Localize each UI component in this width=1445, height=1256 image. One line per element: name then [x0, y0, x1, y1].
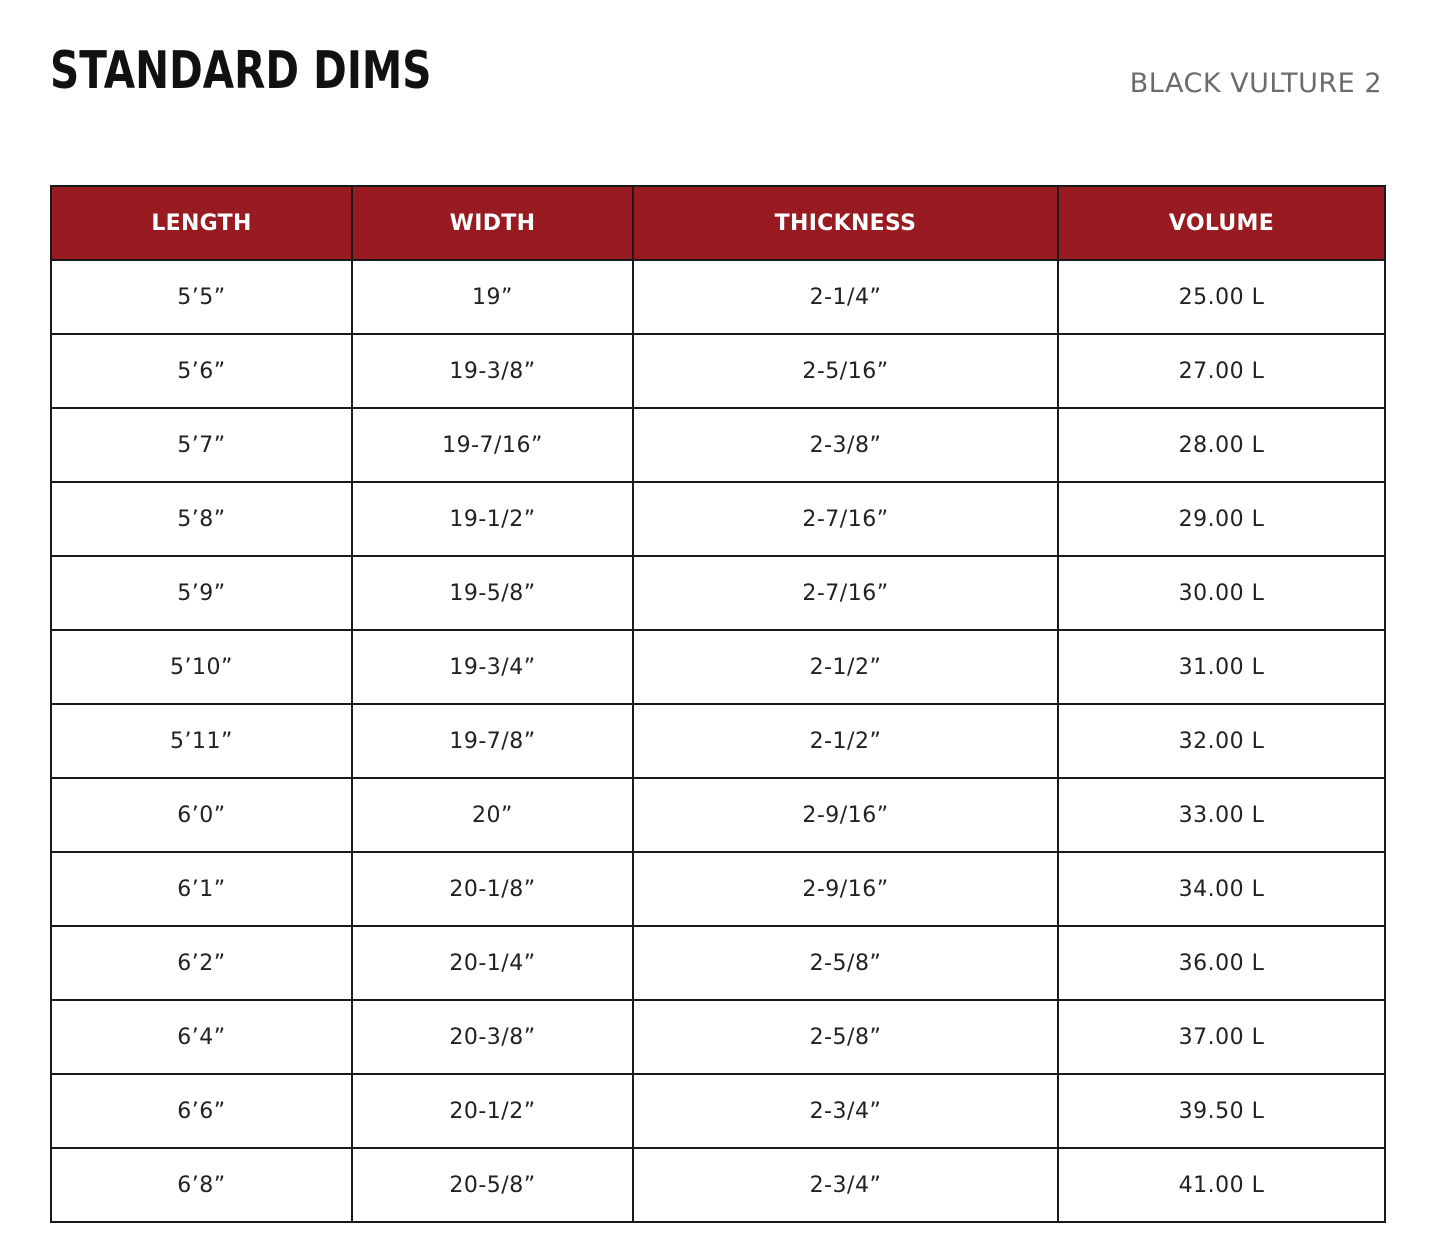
table-body [51, 260, 1385, 1222]
cell-thickness: 2-3/8” [633, 408, 1058, 482]
table-row [51, 334, 1385, 408]
cell-volume: 36.00 L [1058, 926, 1385, 1000]
cell-volume: 25.00 L [1058, 260, 1385, 334]
column-header-width: WIDTH [352, 186, 633, 260]
table-row [51, 260, 1385, 334]
cell-length: 6’2” [51, 926, 352, 1000]
cell-thickness: 2-5/8” [633, 1000, 1058, 1074]
cell-thickness: 2-9/16” [633, 852, 1058, 926]
cell-length: 5’8” [51, 482, 352, 556]
cell-length: 6’6” [51, 1074, 352, 1148]
table-row [51, 1074, 1385, 1148]
column-header-volume: VOLUME [1058, 186, 1385, 260]
cell-thickness: 2-1/4” [633, 260, 1058, 334]
cell-thickness: 2-5/8” [633, 926, 1058, 1000]
cell-length: 5’11” [51, 704, 352, 778]
cell-width: 19-5/8” [352, 556, 633, 630]
table-row [51, 556, 1385, 630]
cell-thickness: 2-9/16” [633, 778, 1058, 852]
cell-length: 5’9” [51, 556, 352, 630]
cell-length: 5’7” [51, 408, 352, 482]
cell-volume: 28.00 L [1058, 408, 1385, 482]
table-row [51, 482, 1385, 556]
cell-width: 19-3/4” [352, 630, 633, 704]
cell-volume: 30.00 L [1058, 556, 1385, 630]
cell-length: 6’8” [51, 1148, 352, 1222]
cell-volume: 34.00 L [1058, 852, 1385, 926]
cell-length: 5’5” [51, 260, 352, 334]
cell-width: 20-3/8” [352, 1000, 633, 1074]
cell-width: 20” [352, 778, 633, 852]
cell-width: 20-1/2” [352, 1074, 633, 1148]
cell-thickness: 2-3/4” [633, 1148, 1058, 1222]
table-row [51, 1000, 1385, 1074]
cell-thickness: 2-1/2” [633, 630, 1058, 704]
cell-width: 19-7/8” [352, 704, 633, 778]
table-row [51, 408, 1385, 482]
page-title: STANDARD DIMS [50, 41, 432, 101]
cell-width: 19-1/2” [352, 482, 633, 556]
table-header-row [51, 186, 1385, 260]
cell-volume: 41.00 L [1058, 1148, 1385, 1222]
table-row [51, 630, 1385, 704]
cell-width: 19-7/16” [352, 408, 633, 482]
table-row [51, 852, 1385, 926]
column-header-length: LENGTH [51, 186, 352, 260]
cell-thickness: 2-7/16” [633, 556, 1058, 630]
cell-length: 6’1” [51, 852, 352, 926]
cell-width: 20-5/8” [352, 1148, 633, 1222]
cell-volume: 32.00 L [1058, 704, 1385, 778]
dimensions-table [50, 185, 1386, 1223]
cell-width: 19” [352, 260, 633, 334]
cell-width: 20-1/8” [352, 852, 633, 926]
cell-length: 6’0” [51, 778, 352, 852]
table-row [51, 778, 1385, 852]
cell-volume: 37.00 L [1058, 1000, 1385, 1074]
cell-volume: 33.00 L [1058, 778, 1385, 852]
table-row [51, 926, 1385, 1000]
table-row [51, 1148, 1385, 1222]
cell-thickness: 2-7/16” [633, 482, 1058, 556]
model-name: BLACK VULTURE 2 [1129, 68, 1382, 99]
cell-volume: 29.00 L [1058, 482, 1385, 556]
table-row [51, 704, 1385, 778]
column-header-thickness: THICKNESS [633, 186, 1058, 260]
cell-width: 19-3/8” [352, 334, 633, 408]
cell-volume: 27.00 L [1058, 334, 1385, 408]
cell-length: 6’4” [51, 1000, 352, 1074]
cell-thickness: 2-5/16” [633, 334, 1058, 408]
cell-volume: 39.50 L [1058, 1074, 1385, 1148]
cell-volume: 31.00 L [1058, 630, 1385, 704]
cell-width: 20-1/4” [352, 926, 633, 1000]
cell-length: 5’10” [51, 630, 352, 704]
cell-length: 5’6” [51, 334, 352, 408]
cell-thickness: 2-1/2” [633, 704, 1058, 778]
cell-thickness: 2-3/4” [633, 1074, 1058, 1148]
